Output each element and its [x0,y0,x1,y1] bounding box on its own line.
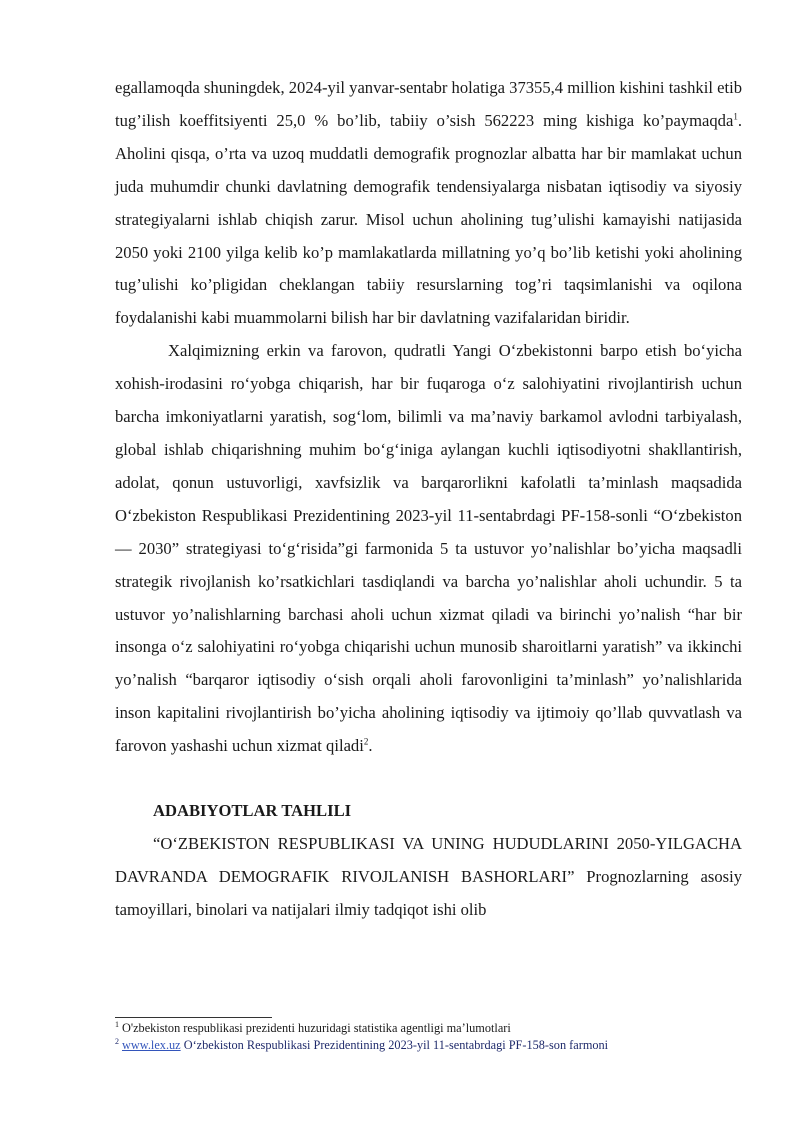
section-spacer [115,763,742,795]
footnotes [115,1020,755,1054]
paragraph-2 [115,335,742,763]
footnote-1 [115,1020,755,1037]
footnote-ref-1[interactable]: 1 [733,111,738,122]
section-title: ADABIYOTLAR TAHLILI [153,801,352,821]
footnote-1-mark: 1 [115,1019,119,1029]
footnote-2 [115,1037,755,1054]
footnote-divider [115,1017,272,1018]
footnote-2-text: O‘zbekiston Respublikasi Prezidentining 2023-yil 11-sentabrdagi PF-158-son farmoni [180,1038,609,1052]
paragraph-1 [115,72,742,335]
paragraph-3: “O‘ZBEKISTON RESPUBLIKASI VA UNING HUDUDLARINI 2050-YILGACHA DAVRANDA DEMOGRAFIK RIVOJLANISH BASHORLARI” Prognozlarning asosiy tamoyillari, binolari va natijalari ilmiy tadqiqot ishi olib [115,833,742,919]
footnote-2-link[interactable]: www.lex.uz [122,1038,181,1052]
footnote-1-text: O'zbekiston respublikasi prezidenti huzuridagi statistika agentligi ma’lumotlari [122,1021,511,1035]
paragraph-2-text-a: Xalqimizning erkin va farovon, qudratli Yangi O‘zbekistonni barpo etish bo‘yicha xohish-irodasini ro‘yobga chiqarish, har bir fuqaroga o‘z salohiyatini rivojlantirish uchun barcha imkoniyatlarni yaratish, sog‘lom, bilimli va ma’naviy barkamol avlodni tarbiyalash, global ishlab chiqarishning muhim bo‘g‘iniga aylangan kuchli iqtisodiyotni shakllantirish, adolat, qonun ustuvorligi, xavfsizlik va barqarorlikni kafolatli ta’minlash maqsadida O‘zbekiston Respublikasi Prezidentining 2023-yil 11-sentabrdagi PF-158-sonli “O‘zbekiston — 2030” strategiyasi to‘g‘risida”gi farmonida 5 ta ustuvor yo’nalishlar bo’yicha maqsadli strategik rivojlanish ko’rsatkichlari tasdiqlandi va barcha yo’nalishlar aholi uchundir. 5 ta ustuvor yo’nalishlarning barchasi aholi uchun xizmat qiladi va birinchi yo’nalish “har bir insonga o‘z salohiyatini ro‘yobga chiqarishi uchun munosib sharoitlarni yaratish” va ikkinchi yo’nalish “barqaror iqtisodiy o‘sish orqali aholi farovonligini ta’minlash” yo’nalishlarida inson kapitalini rivojlantirish bo’yicha aholining iqtisodiy va ijtimoiy qo’llab quvvatlash va farovon yashashi uchun xizmat qiladi [115,341,742,756]
page-body [115,72,742,927]
paragraph-1-text-a: egallamoqda shuningdek, 2024-yil yanvar-sentabr holatiga 37355,4 million kishini tashkil etib tug’ilish koeffitsiyenti 25,0 % bo’lib, tabiiy o’sish 562223 ming kishiga ko’paymaqda [115,78,742,130]
footnote-2-mark: 2 [115,1036,119,1046]
footnote-ref-2[interactable]: 2 [363,736,369,747]
paragraph-2-text-b: . [368,736,373,756]
paragraph-1-text-b: . Aholini qisqa, o’rta va uzoq muddatli demografik prognozlar albatta har bir mamlakat uchun juda muhumdir chunki davlatning demografik tendensiyalarga nisbatan iqtisodiy va siyosiy strategiyalarni ishlab chiqish zarur. Misol uchun aholining tug’ulishi kamayishi natijasida 2050 yoki 2100 yilga kelib ko’p mamlakatlarda millatning yo’q bo’lib ketishi yoki aholining tug’ulishi ko’pligidan cheklangan tabiiy resurslarning tog’ri taqsimlanishi va oqilona foydalanishi kabi muammolarni bilish har bir davlatning vazifalaridan biridir. [115,110,742,328]
